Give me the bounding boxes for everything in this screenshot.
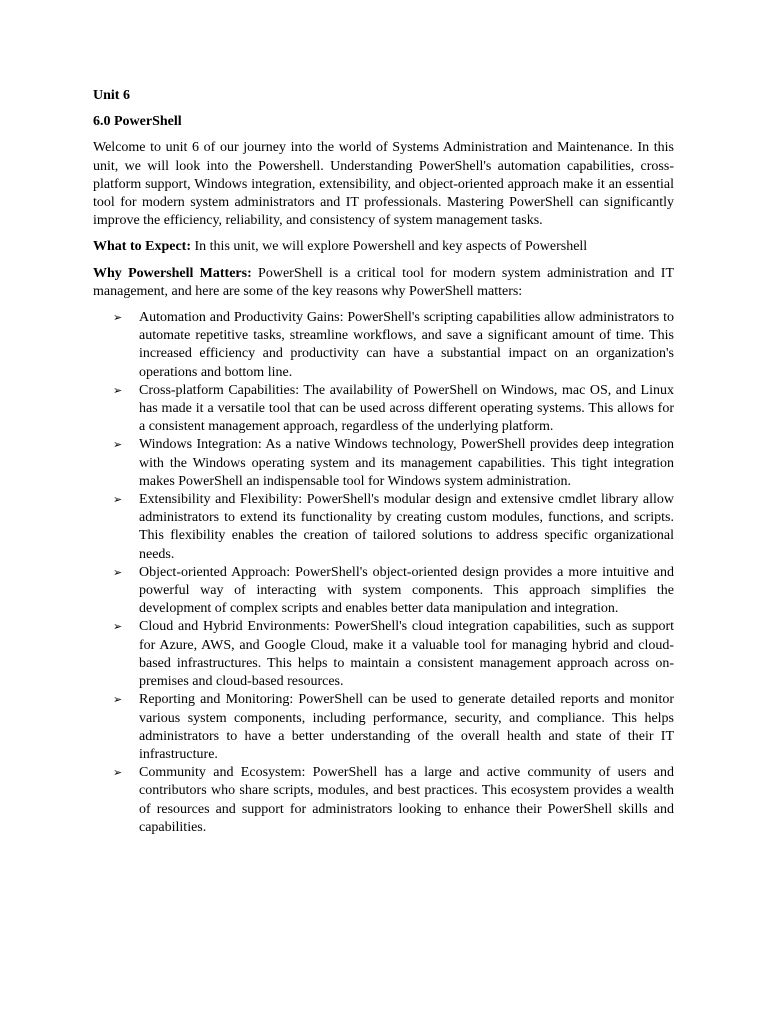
why-label: Why Powershell Matters: — [93, 265, 252, 281]
section-title: 6.0 PowerShell — [93, 114, 182, 130]
arrow-bullet-icon: ➢ — [113, 383, 123, 397]
list-item-text: Community and Ecosystem: PowerShell has a large and active community of users and contributors who share scripts, modules, and best practices. This ecosystem provides a wealth of resources and support for administrators looking to enhance their PowerShell skills and capabilities. — [139, 765, 674, 835]
list-item-text: Reporting and Monitoring: PowerShell can be used to generate detailed reports and monitor various system components, including performance, security, and compliance. This helps administrators to have a better understanding of the overall health and state of their IT infrastructure. — [139, 692, 674, 762]
list-item — [93, 618, 674, 691]
list-item — [93, 764, 674, 837]
document-page — [93, 87, 674, 837]
list-item — [93, 691, 674, 764]
list-item — [93, 309, 674, 382]
list-item — [93, 491, 674, 564]
why-text: PowerShell is a critical tool for modern system administration and IT management, and here are some of the key reasons why PowerShell matters: — [93, 265, 674, 299]
unit-title: Unit 6 — [93, 88, 130, 103]
arrow-bullet-icon: ➢ — [113, 438, 123, 452]
expect-label: What to Expect: — [93, 239, 191, 255]
why-paragraph — [93, 265, 674, 301]
list-item-text: Automation and Productivity Gains: PowerShell's scripting capabilities allow administrators to automate repetitive tasks, streamline workflows, and save a significant amount of time. This increased efficiency and productivity can have a substantial impact on an organization's operations and bottom line. — [139, 310, 674, 380]
reasons-list — [93, 309, 674, 837]
intro-paragraph: Welcome to unit 6 of our journey into the world of Systems Administration and Maintenance. In this unit, we will look into the Powershell. Understanding PowerShell's automation capabilities, cross-platform support, Windows integration, extensibility, and object-oriented approach make it an essential tool for modern system administrators and IT professionals. Mastering PowerShell can significantly improve the efficiency, reliability, and consistency of system management tasks. — [93, 140, 674, 229]
list-item-text: Extensibility and Flexibility: PowerShell's modular design and extensive cmdlet library allow administrators to extend its functionality by creating custom modules, functions, and scripts. This flexibility enables the creation of tailored solutions to address specific organizational needs. — [139, 492, 674, 562]
list-item — [93, 564, 674, 619]
list-item-text: Cloud and Hybrid Environments: PowerShell's cloud integration capabilities, such as support for Azure, AWS, and Google Cloud, make it a valuable tool for managing hybrid and cloud-based infrastructures. This helps to maintain a consistent management approach across on-premises and cloud-based resources. — [139, 619, 674, 690]
list-item-text: Windows Integration: As a native Windows technology, PowerShell provides deep integration with the Windows operating system and its management capabilities. This tight integration makes PowerShell an indispensable tool for Windows system administration. — [139, 437, 674, 489]
list-item — [93, 436, 674, 491]
arrow-bullet-icon: ➢ — [113, 565, 123, 579]
list-item-text: Cross-platform Capabilities: The availability of PowerShell on Windows, mac OS, and Linux has made it a versatile tool that can be used across different operating systems. This allows for a consistent management approach, regardless of the underlying platform. — [139, 382, 674, 435]
arrow-bullet-icon: ➢ — [113, 766, 123, 780]
list-item — [93, 382, 674, 437]
list-item-text: Object-oriented Approach: PowerShell's object-oriented design provides a more intuitive and powerful way of interacting with system components. This approach simplifies the development of complex scripts and enables better data manipulation and integration. — [139, 564, 674, 617]
arrow-bullet-icon: ➢ — [113, 493, 123, 507]
arrow-bullet-icon: ➢ — [113, 620, 123, 634]
arrow-bullet-icon: ➢ — [113, 311, 123, 325]
expect-paragraph — [93, 238, 674, 256]
expect-text: In this unit, we will explore Powershell and key aspects of Powershell — [191, 239, 588, 255]
arrow-bullet-icon: ➢ — [113, 693, 123, 707]
